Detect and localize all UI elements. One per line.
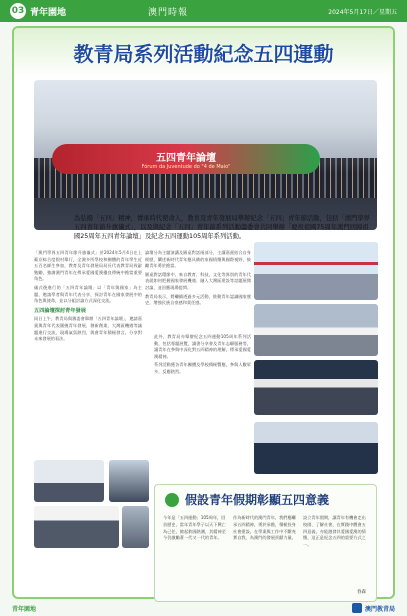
article-frame — [12, 26, 395, 599]
banner-title: 五四青年論壇 — [156, 152, 216, 164]
issue-date: 2024年5月17日／星期五 — [328, 8, 397, 16]
paragraph: 「澳門學界五四青年節升旗儀式」於2024年5月4日在上葡京綜合度假村舉行，全澳多所學校和團體的青年學生近五百名師生參加，教育及青年發展局局長代表教青局致辭勉勵，強調澳門青年在傳承愛國愛澳優良傳統中擔當重要角色。 — [34, 250, 142, 282]
photo-group — [34, 506, 119, 548]
photo-forum-stage — [254, 360, 378, 415]
essay-title: 假設青年假期彰顯五四意義 — [185, 493, 330, 507]
masthead: 澳門時報 — [148, 7, 189, 18]
paragraph: 系列活動獲各青年團體及學校積極響應，參與人數眾多，反應熱烈。 — [154, 362, 251, 374]
paragraph: 教青局表示，將繼續透過多元活動，推動青年認識國家歷史，增強民族自豪感和責任感。 — [145, 293, 251, 306]
headline: 教青局系列活動紀念五四運動 — [73, 42, 334, 66]
logo-icon — [352, 603, 362, 613]
paragraph: 圓桌對話環節中，來自教育、科技、文化等界別的青年代表就如何把握國家發展機遇、融入大灣區建設等話題展開討論，並回應現場提問。 — [145, 271, 251, 290]
essay-column: 作為新時代的澳門青年，我們應繼承五四精神，勇於承擔，積極投身社會建設，在學業與工作中不斷充實自我，為澳門的發展貢獻力量。 — [233, 515, 296, 541]
section-title: 青年園地 — [30, 7, 67, 18]
essay-column: 設立青年假期，讓青年有機會走出校園、了解社會，在實踐中體會五四意義，亦能激發其愛國愛澳的情懷，這正是紀念五四的重要方式之一。 — [303, 515, 366, 548]
page-number: 03 — [10, 3, 26, 19]
body-column-2 — [145, 250, 251, 309]
pen-icon — [165, 493, 179, 507]
footer-section-label: 青年園地 — [12, 605, 37, 613]
page-header — [0, 0, 407, 22]
logo-text: 澳門教青局 — [364, 605, 395, 613]
subheading: 五四論壇探討青年發展 — [34, 307, 86, 314]
forum-banner — [52, 144, 320, 174]
page-footer — [0, 600, 407, 616]
body-column-3 — [154, 334, 251, 378]
body-column-1 — [34, 250, 142, 345]
lede-paragraph: 為弘揚「五四」精神，傳承時代使命人，教育及青年發展局舉辦紀念「五四」青年節活動，包括「澳門學界五四青年節升旗儀式」，以及與紀念「五四」青年節系列活動籌委會共同舉辦「慶祝祖國75周年澳門回歸祖國25周年五四青年論壇」及紀念五四運動105周年系列活動。 — [74, 215, 370, 240]
banner-subtitle: Fórum da Juventude do "4 de Maio" — [141, 163, 231, 170]
paragraph: 儀式後進行的「五四青年論壇」以「青年與國家」為主題，邀請學者與青年代表分享，探討青年在國家發展中的角色與使命，並以分組討論方式深化交流。 — [34, 284, 142, 304]
paragraph: 論壇分為主題演講及圓桌對話兩部分，主講嘉賓結合自身經歷，闡述新時代青年應具備的家國情懷與國際視野，鼓勵青年勇於擔當。 — [145, 250, 251, 269]
photo-guest — [109, 460, 149, 502]
essay-column: 今年是「五四運動」105周年，回首歷史，當年青年學子以天下興亡為己任，掀起救國熱潮，其精神至今仍激勵著一代又一代的青年。 — [163, 515, 226, 541]
paragraph: 同日上午，教青局與籌委會舉辦「五四青年論壇」，邀請嘉賓與青年代表圍繞青年發展、創新創業、大灣區機遇等議題進行交流，現場氣氛熱烈，與會青年積極發言，分享對未來發展的看法。 — [34, 316, 142, 342]
essay-author: 春森 — [357, 590, 366, 595]
photo-ceremony — [254, 304, 378, 356]
essay-box — [154, 484, 377, 602]
photo-flag-raising — [254, 242, 378, 300]
paragraph: 此外，教青局亦舉辦紀念五四運動105周年系列活動，包括專題展覽、讀書分享會及青年志願服務等，讓青年在參與中深化對五四精神的理解，傳承愛國愛澳精神。 — [154, 334, 251, 359]
photo-audience — [254, 422, 378, 474]
photo-portrait — [122, 506, 149, 548]
photo-speaker — [34, 460, 104, 502]
publisher-logo — [352, 603, 395, 613]
